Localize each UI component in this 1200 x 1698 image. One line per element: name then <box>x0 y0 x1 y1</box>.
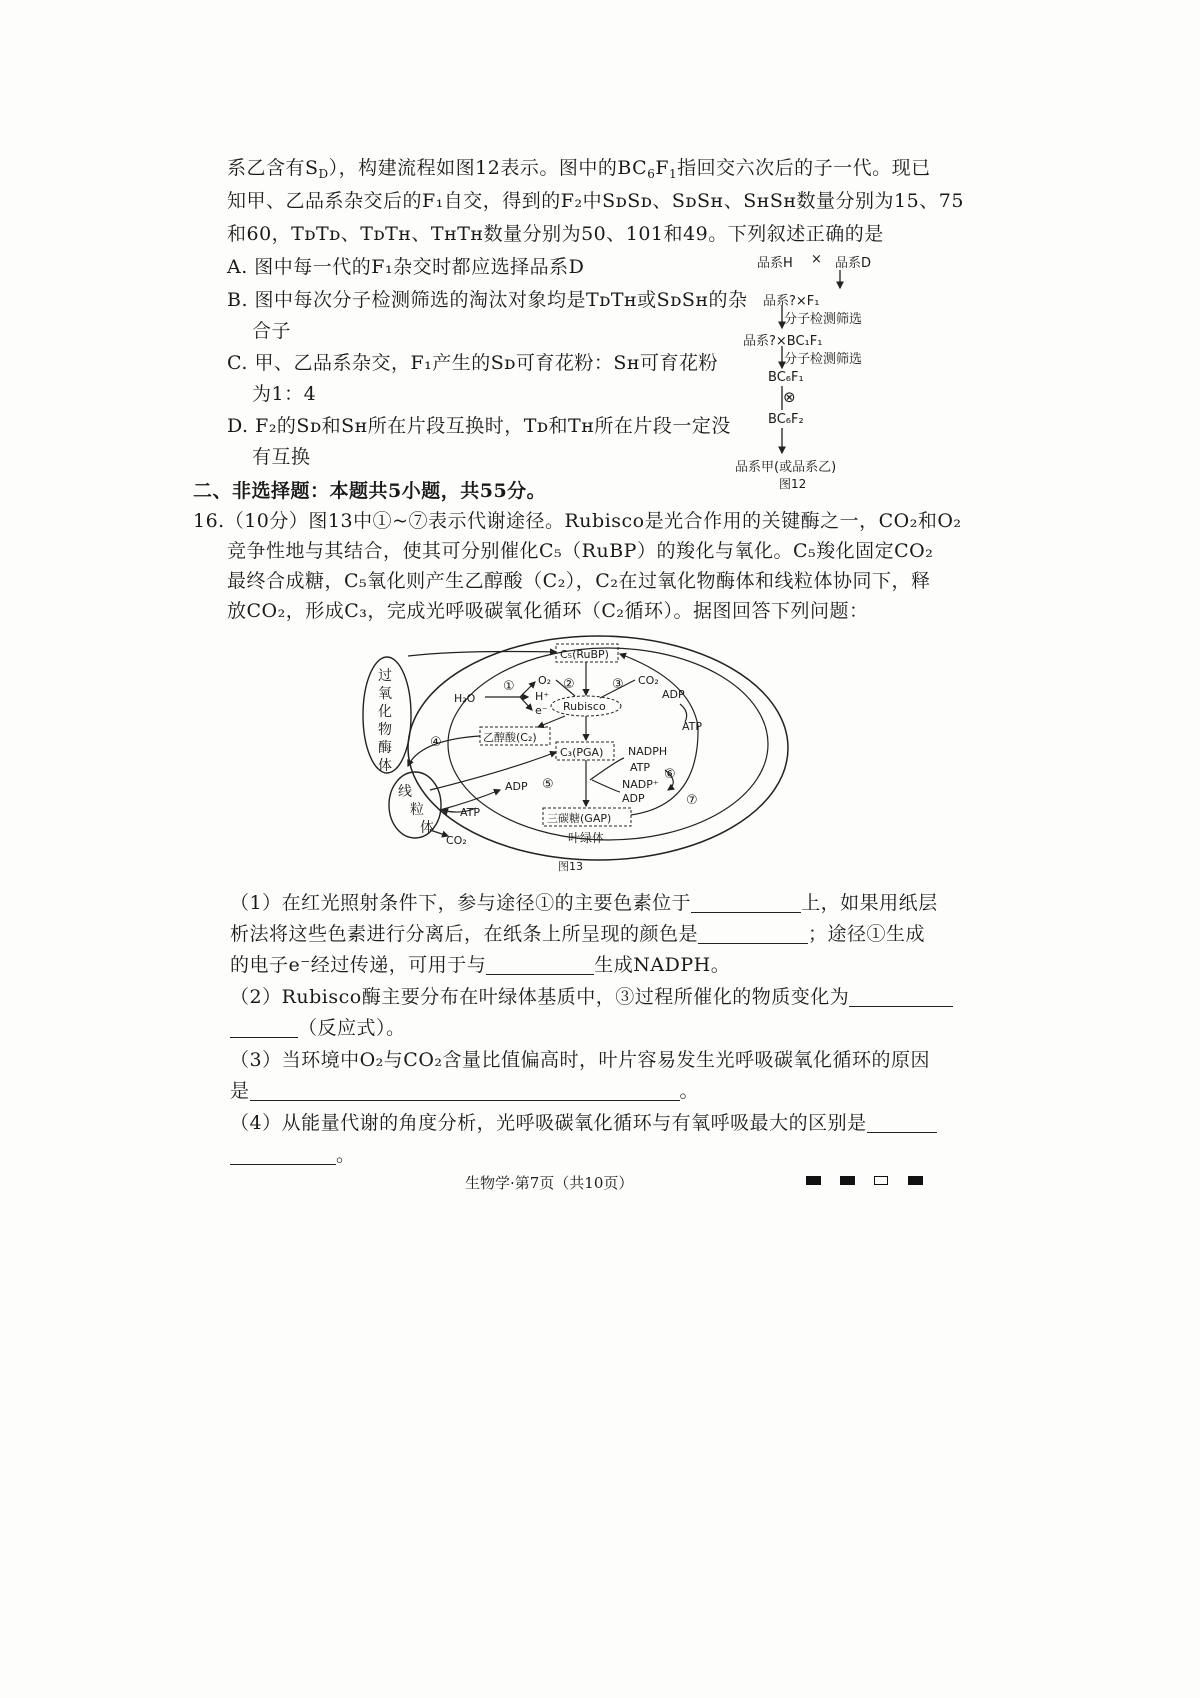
subq-text: 上，如果用纸层 <box>801 892 938 914</box>
pathway-5-marker: ⑤ <box>542 777 554 792</box>
intro-text: 指回交六次后的子一代。现已 <box>677 157 931 179</box>
fig12-row-2: 品系?×F₁ <box>763 294 820 309</box>
subq-text: （反应式）。 <box>298 1017 406 1039</box>
glycolate-label: 乙醇酸(C₂) <box>483 731 537 744</box>
mito-label-char: 粒 <box>410 802 424 818</box>
subscript: D <box>318 167 329 181</box>
subq-text: 析法将这些色素进行分离后，在纸条上所呈现的颜色是 <box>230 923 699 945</box>
page-footer: 生物学·第7页（共10页） <box>465 1174 634 1192</box>
subq-4-line-2 <box>230 1142 356 1168</box>
h2o-label: H₂O <box>454 692 476 705</box>
fig12-cross-sign: × <box>811 252 822 267</box>
intro-line-3: 和60，TᴅTᴅ、TᴅTʜ、TʜTʜ数量分别为50、101和49。下列叙述正确的是 <box>227 223 884 245</box>
subq-text: 是 <box>230 1080 250 1102</box>
subq-3-line-1: （3）当环境中O₂与CO₂含量比值偏高时，叶片容易发生光呼吸碳氧化循环的原因 <box>230 1049 931 1071</box>
atp-label: ATP <box>630 761 651 774</box>
adp-label: ADP <box>622 792 645 805</box>
fig12-self-cross-icon: ⊗ <box>783 388 796 406</box>
pathway-1-marker: ① <box>503 679 515 694</box>
subq-text: 生成NADPH。 <box>594 954 731 976</box>
page-marker-square-open <box>874 1176 888 1185</box>
answer-blank[interactable] <box>691 892 801 913</box>
electron-label: e⁻ <box>535 704 548 717</box>
h-plus-label: H⁺ <box>535 690 550 703</box>
pga-label: C₃(PGA) <box>560 746 604 759</box>
peroxisome-label-char: 氧 <box>378 686 392 702</box>
page-marker-square <box>908 1176 923 1185</box>
fig12-strain-h: 品系H <box>757 256 793 271</box>
mito-label-char: 体 <box>420 820 434 836</box>
subq-1-line-2 <box>230 921 925 947</box>
fig12-bc6f2: BC₆F₂ <box>768 412 804 427</box>
co2-out-label: CO₂ <box>446 834 467 847</box>
option-c-line-2: 为1：4 <box>252 383 317 405</box>
chloroplast-label: 叶绿体 <box>568 831 605 845</box>
fig13-caption: 图13 <box>558 860 583 873</box>
pathway-7-marker: ⑦ <box>686 793 698 808</box>
option-b-line-2: 合子 <box>252 320 292 342</box>
subscript: 6 <box>647 167 656 181</box>
mito-label-char: 线 <box>398 784 412 800</box>
answer-blank[interactable] <box>230 1144 336 1165</box>
answer-blank[interactable] <box>867 1112 937 1133</box>
subq-1-line-3 <box>230 952 730 978</box>
figure-13 <box>360 630 790 890</box>
q16-line-4: 放CO₂，形成C₃，完成光呼吸碳氧化循环（C₂循环）。据图回答下列问题： <box>227 600 869 622</box>
rubisco-label: Rubisco <box>563 700 606 713</box>
answer-blank[interactable] <box>250 1080 680 1101</box>
answer-blank[interactable] <box>849 986 953 1007</box>
gap-label: 三碳糖(GAP) <box>547 812 612 825</box>
subq-text: 的电子e⁻经过传递，可用于与 <box>230 954 487 976</box>
adp-label: ADP <box>662 688 685 701</box>
subq-1-line-1 <box>230 890 938 916</box>
pathway-6-marker: ⑥ <box>664 767 676 782</box>
atp-label: ATP <box>460 806 481 819</box>
answer-blank[interactable] <box>486 954 594 975</box>
adp-label: ADP <box>505 780 528 793</box>
answer-blank[interactable] <box>230 1017 298 1038</box>
subq-4-line-1 <box>230 1110 937 1136</box>
subq-text: （4）从能量代谢的角度分析，光呼吸碳氧化循环与有氧呼吸最大的区别是 <box>230 1112 867 1134</box>
peroxisome-label-char: 过 <box>378 668 392 684</box>
fig12-caption: 图12 <box>779 477 807 491</box>
nadp-label: NADP⁺ <box>622 778 659 791</box>
subq-text: （2）Rubisco酶主要分布在叶绿体基质中，③过程所催化的物质变化为 <box>230 986 850 1008</box>
intro-text: ），构建流程如图12表示。图中的BC <box>328 157 648 179</box>
atp-label: ATP <box>682 720 703 733</box>
subq-text: ；途径①生成 <box>808 923 926 945</box>
pathway-3-marker: ③ <box>612 677 624 692</box>
answer-blank[interactable] <box>698 923 808 944</box>
q16-line-2: 竞争性地与其结合，使其可分别催化C₅（RuBP）的羧化与氧化。C₅羧化固定CO₂ <box>227 540 934 562</box>
option-d-line-2: 有互换 <box>252 446 311 468</box>
fig12-arrows <box>0 0 1200 520</box>
subq-text: （1）在红光照射条件下，参与途径①的主要色素位于 <box>230 892 692 914</box>
subq-2-line-2 <box>230 1015 406 1041</box>
nadph-label: NADPH <box>628 745 668 758</box>
subq-text: 。 <box>679 1080 700 1102</box>
page-marker-square <box>806 1176 821 1185</box>
subq-2-line-1 <box>230 984 953 1010</box>
subq-3-line-2 <box>230 1078 699 1104</box>
option-c-line-1: C. 甲、乙品系杂交，F₁产生的Sᴅ可育花粉：Sʜ可育花粉 <box>227 352 719 374</box>
fig12-screen-1: 分子检测筛选 <box>784 312 863 327</box>
peroxisome-label-char: 体 <box>378 758 392 774</box>
q16-line-3: 最终合成糖，C₅氧化则产生乙醇酸（C₂），C₂在过氧化物酶体和线粒体协同下，释 <box>227 570 931 592</box>
pathway-4-marker: ④ <box>430 735 442 750</box>
fig12-row-3: 品系?×BC₁F₁ <box>743 334 823 349</box>
peroxisome-label-char: 酶 <box>378 740 392 756</box>
o2-label: O₂ <box>538 674 552 687</box>
co2-label: CO₂ <box>638 674 659 687</box>
fig12-bc6f1: BC₆F₁ <box>768 370 804 385</box>
subq-text: 。 <box>336 1144 356 1166</box>
peroxisome-label-char: 物 <box>378 722 392 738</box>
intro-text: 系乙含有S <box>227 157 319 179</box>
fig12-result: 品系甲(或品系乙) <box>735 460 837 475</box>
page-marker-square <box>840 1176 855 1185</box>
peroxisome-label-char: 化 <box>378 704 392 720</box>
subscript: 1 <box>669 167 678 181</box>
c5-label: C₅(RuBP) <box>560 648 609 661</box>
option-a: A. 图中每一代的F₁杂交时都应选择品系D <box>227 256 585 278</box>
option-d-line-1: D. F₂的Sᴅ和Sʜ所在片段互换时，Tᴅ和Tʜ所在片段一定没 <box>227 415 731 437</box>
option-b-line-1: B. 图中每次分子检测筛选的淘汰对象均是TᴅTʜ或SᴅSʜ的杂 <box>227 289 748 311</box>
intro-line-2: 知甲、乙品系杂交后的F₁自交，得到的F₂中SᴅSᴅ、SᴅSʜ、SʜSʜ数量分别为15、75 <box>227 190 964 212</box>
section-heading: 二、非选择题：本题共5小题，共55分。 <box>193 480 547 502</box>
fig12-strain-d: 品系D <box>835 256 872 271</box>
fig12-screen-2: 分子检测筛选 <box>784 352 863 367</box>
intro-text: F <box>655 157 670 179</box>
q16-line-1: 16.（10分）图13中①~⑦表示代谢途径。Rubisco是光合作用的关键酶之一，CO₂和O₂ <box>193 510 962 532</box>
pathway-2-marker: ② <box>563 677 575 692</box>
